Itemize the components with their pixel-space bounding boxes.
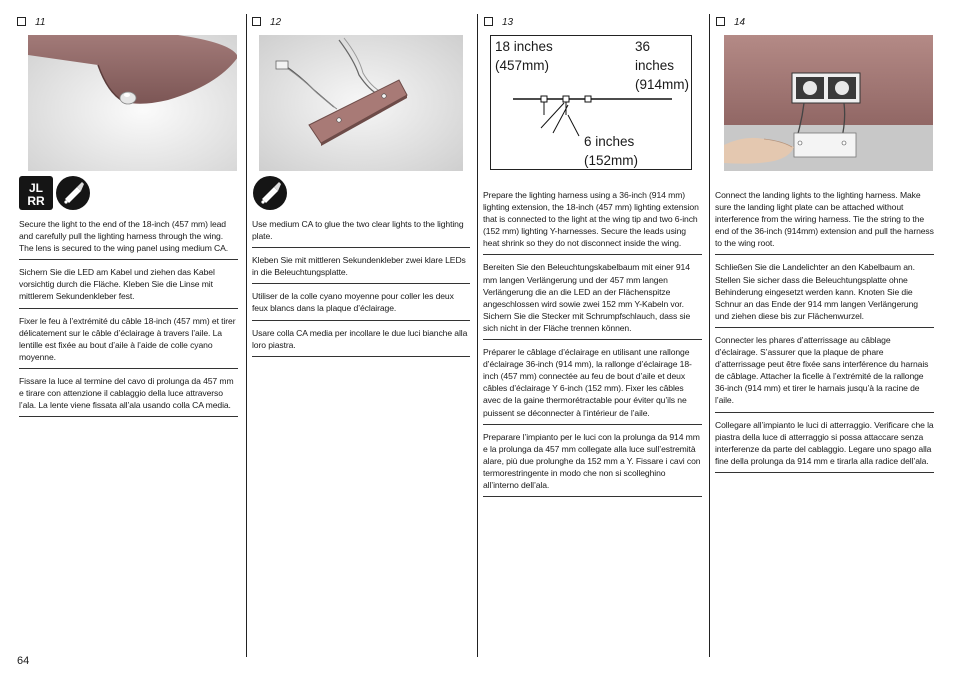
step-heading: [484, 17, 513, 28]
step-number: 11: [35, 17, 46, 28]
paragraph-french: Fixer le feu à l’extrémité du câble 18-inch (457 mm) et tirer délicatement sur le câble d’éclairage à travers l’aile. La lentille est fixée au bout d’aile à l’aide de colle cyano moyenne.: [19, 315, 238, 369]
step-heading: [252, 17, 281, 28]
paragraph-german: Kleben Sie mit mittleren Sekundenkleber zwei klare LEDs in die Beleuchtungsplatte.: [252, 254, 470, 284]
paragraph-english: Prepare the lighting harness using a 36-inch (914 mm) lighting extension, the 18-inch (457 mm) lighting extension that is connected to the light at the wing tip and two 6-inch (152 mm) lighting Y-harnesses. Secure the leads using heat shrink so they do not disconnect inside the wing.: [483, 189, 702, 255]
column-separator: [477, 14, 478, 657]
lighting-plate-image: [259, 35, 463, 171]
paragraph-french: Utiliser de la colle cyano moyenne pour coller les deux feux blancs dans la plaque d’éclairage.: [252, 290, 470, 320]
paragraph-english: Connect the landing lights to the lighting harness. Make sure the landing light plate can be attached without interference from the wiring harness. Tie the string to the end of the 36-inch (914mm) extension and pull the harness to the wing root.: [715, 189, 934, 255]
step-number: 12: [270, 17, 282, 28]
step-checkbox[interactable]: [17, 17, 26, 26]
step-13-text: [483, 189, 702, 503]
svg-text:JL: JL: [28, 181, 44, 195]
paragraph-german: Sichern Sie die LED am Kabel und ziehen das Kabel vorsichtig durch die Fläche. Kleben Sie die Linse mit mittlerem Sekundenkleber fest.: [19, 266, 238, 308]
step-14-text: [715, 189, 934, 479]
step-12-photo: [259, 35, 463, 171]
paragraph-english: Use medium CA to glue the two clear lights to the lighting plate.: [252, 218, 470, 248]
paragraph-italian: Usare colla CA media per incollare le due luci bianche alla loro piastra.: [252, 327, 470, 357]
step-heading: [17, 17, 45, 28]
step-number: 13: [502, 17, 514, 28]
paragraph-french: Préparer le câblage d’éclairage en utilisant une rallonge d’éclairage 36-inch (914 mm), la rallonge d’éclairage 18-inch (457 mm) connectée au feu de bout d’aile et deux câbles d’éclairage Y 6-inch (152 mm). Fixer les câbles avec de la gaine thermorétractable pour éviter qu’ils ne puissent se déconnecter à l’intérieur de l’aile.: [483, 346, 702, 425]
step-11-text: [19, 218, 238, 423]
label-18-inches: 18 inches (457mm): [495, 39, 553, 73]
step-checkbox[interactable]: [252, 17, 261, 26]
step-number: 14: [734, 17, 746, 28]
harness-diagram: [490, 35, 692, 170]
page-number: 64: [17, 655, 30, 667]
paragraph-italian: Fissare la luce al termine del cavo di prolunga da 457 mm e tirare con attenzione il cablaggio della luce attraverso l’ala. La lente viene fissata all’ala usando colla CA media.: [19, 375, 238, 417]
label-6-inches: 6 inches (152mm): [584, 134, 639, 168]
step-checkbox[interactable]: [484, 17, 493, 26]
paragraph-german: Bereiten Sie den Beleuchtungskabelbaum mit einer 914 mm langen Verlängerung und der 457 mm langen Verlängerung die an die LED an der Flächenspitze angeschlossen wird sowie zwei 152 mm Y-Kabeln vor. Sichern Sie die Stecker mit Schrumpfschlauch, dass sie sich nicht in der Fläche trennen können.: [483, 261, 702, 340]
landing-lights-image: [724, 35, 933, 171]
glue-bottle-icon: [56, 176, 90, 210]
paragraph-italian: Preparare l’impianto per le luci con la prolunga da 914 mm e la prolunga da 457 mm collegate alla luce sull’estremità alare, più due prolunghe da 152 mm a Y. Fissare i cavi con termorestringente in modo che non si scolleghino all’interno dell’ala.: [483, 431, 702, 497]
step-12-text: [252, 218, 470, 363]
step-heading: [716, 17, 745, 28]
svg-text:RR: RR: [27, 194, 45, 208]
wing-pair-icon: [19, 176, 53, 210]
step-checkbox[interactable]: [716, 17, 725, 26]
label-36-inches: 36 inches (914mm): [635, 39, 690, 92]
step-11-photo: [28, 35, 237, 171]
paragraph-italian: Collegare all’impianto le luci di atterraggio. Verificare che la piastra della luce di atterraggio si possa attaccare senza interferenze da parte del cablaggio. Legare uno spago alla fine della prolunga da 914 mm e tirarla alla radice dell’ala.: [715, 419, 934, 473]
paragraph-german: Schließen Sie die Landelichter an den Kabelbaum an. Stellen Sie sicher dass die Beleuchtungsplatte ohne Behinderung eingesetzt werden kann. Knoten Sie die Schnur an das Ende der 914 mm langen Verlängerung und ziehen diese bis zur Flächenwurzel.: [715, 261, 934, 327]
paragraph-english: Secure the light to the end of the 18-inch (457 mm) lead and carefully pull the lighting harness through the wing. The lens is secured to the wing panel using medium CA.: [19, 218, 238, 260]
wing-tip-light-image: [28, 35, 237, 171]
glue-bottle-icon: [253, 176, 287, 210]
paragraph-french: Connecter les phares d’atterrissage au câblage d’éclairage. S’assurer que la plaque de phare d’atterrissage peut être fixée sans interférence du harnais de câblage. Attacher la ficelle à l’extrémité de la rallonge 36-inch (914 mm) et tirer le harnais jusqu’à la racine de l’aile.: [715, 334, 934, 413]
step-14-photo: [724, 35, 933, 171]
column-separator: [246, 14, 247, 657]
column-separator: [709, 14, 710, 657]
